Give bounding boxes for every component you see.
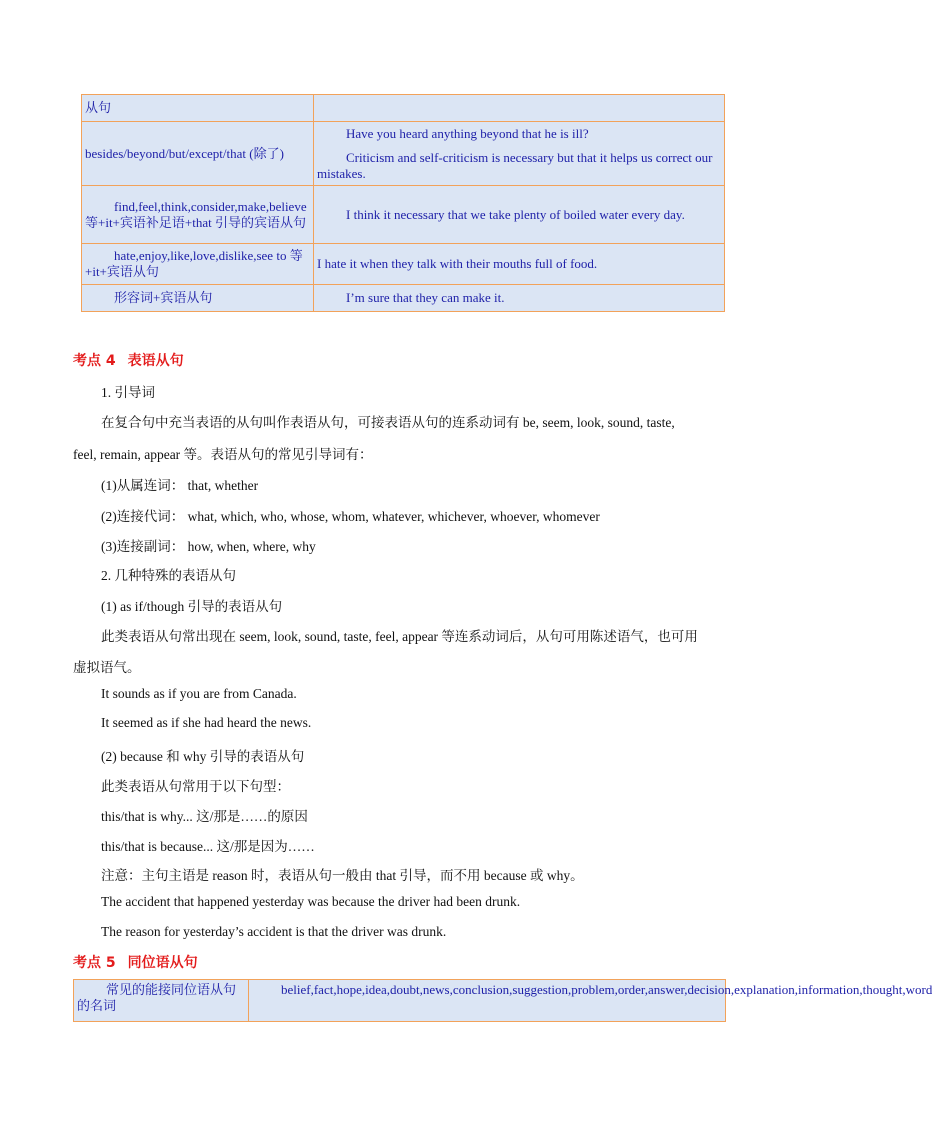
table-cell: 常见的能接同位语从句的名词	[74, 980, 249, 1022]
table-cell: find,feel,think,consider,make,believe 等+it+宾语补足语+that 引导的宾语从句	[82, 186, 314, 244]
example-sentence: I think it necessary that we take plenty of boiled water every day.	[346, 206, 685, 222]
text-line: (1) as if/though 引导的表语从句	[101, 599, 283, 614]
section-number: 考点 5	[73, 955, 116, 971]
table-cell: 形容词+宾语从句	[82, 285, 314, 312]
text-line: The accident that happened yesterday was because the driver had been drunk.	[101, 894, 521, 909]
section-heading	[73, 350, 184, 370]
appositive-clause-table	[73, 979, 932, 1022]
text-line: 1. 引导词	[101, 385, 155, 400]
table-row	[82, 186, 725, 244]
text-line: The reason for yesterday’s accident is that the driver was drunk.	[101, 924, 447, 939]
section-number: 考点 4	[73, 353, 116, 369]
table-row	[82, 122, 725, 186]
text-line: It sounds as if you are from Canada.	[101, 686, 297, 701]
text-line: 虚拟语气。	[73, 660, 141, 675]
text-line: 此类表语从句常用于以下句型：	[101, 779, 290, 794]
example-sentence: I’m sure that they can make it.	[346, 290, 505, 305]
table-cell: hate,enjoy,like,love,dislike,see to 等+it+宾语从句	[82, 244, 314, 285]
text-line: this/that is because... 这/那是因为……	[101, 839, 315, 854]
text-line: (1)从属连词： that, whether	[101, 478, 259, 493]
text-line: 2. 几种特殊的表语从句	[101, 568, 236, 583]
example-sentence: Criticism and self-criticism is necessary but that it helps us correct our mistakes.	[317, 149, 713, 181]
text-line: (3)连接副词： how, when, where, why	[101, 539, 316, 554]
text-line: (2)连接代词： what, which, who, whose, whom, whatever, whichever, whoever, whomever	[101, 509, 600, 524]
section-title: 表语从句	[127, 353, 184, 369]
table-row	[82, 285, 725, 312]
text-line: It seemed as if she had heard the news.	[101, 715, 312, 730]
text-line: 注意：主句主语是 reason 时，表语从句一般由 that 引导，而不用 because 或 why。	[101, 868, 584, 883]
text-line: 此类表语从句常出现在 seem, look, sound, taste, feel, appear 等连系动词后，从句可用陈述语气，也可用	[101, 629, 698, 644]
table-cell: belief,fact,hope,idea,doubt,news,conclusion,suggestion,problem,order,answer,decision,explanation,information,thought,word	[249, 980, 726, 1022]
table-cell: besides/beyond/but/except/that (除了)	[82, 122, 314, 186]
text-line: this/that is why... 这/那是……的原因	[101, 809, 308, 824]
table-cell	[314, 122, 725, 186]
text-line: 在复合句中充当表语的从句叫作表语从句，可接表语从句的连系动词有 be, seem, look, sound, taste,	[101, 415, 675, 430]
table-row	[82, 244, 725, 285]
object-clause-table	[81, 94, 725, 312]
example-sentence: Have you heard anything beyond that he is ill?	[346, 125, 589, 141]
section-title: 同位语从句	[127, 955, 198, 971]
section-heading	[73, 952, 198, 972]
table-cell	[314, 244, 725, 285]
table-cell: 从句	[82, 95, 314, 122]
table-cell	[314, 285, 725, 312]
table-cell	[314, 186, 725, 244]
table-row	[82, 95, 725, 122]
text-line: (2) because 和 why 引导的表语从句	[101, 749, 305, 764]
table-cell	[314, 95, 725, 122]
table-row	[74, 980, 726, 1022]
example-sentence: I hate it when they talk with their mouths full of food.	[317, 256, 598, 271]
text-line: feel, remain, appear 等。表语从句的常见引导词有：	[73, 447, 373, 462]
